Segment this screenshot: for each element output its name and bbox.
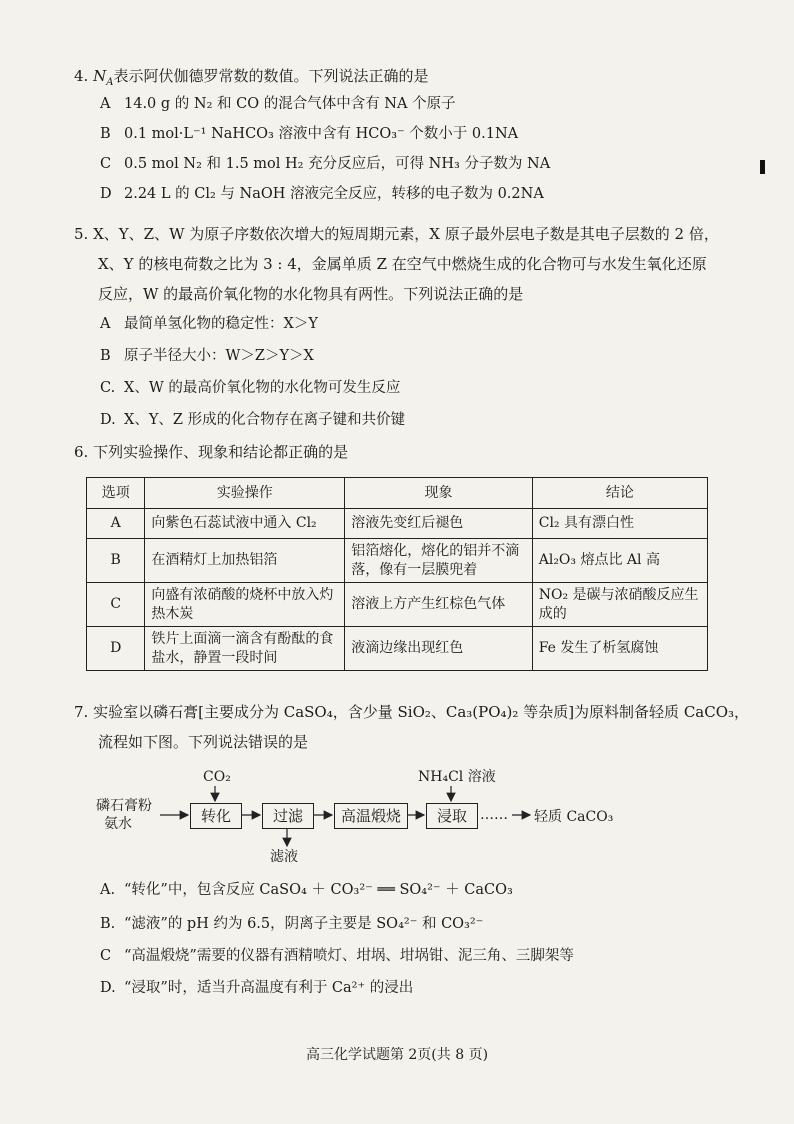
q5-option-a [100, 314, 760, 334]
stem-text: X、Y 的核电荷数之比为 3 : 4，金属单质 Z 在空气中燃烧生成的化合物可与水发生氧化还原 [98, 255, 707, 273]
option-text: 0.5 mol N₂ 和 1.5 mol H₂ 充分反应后，可得 NH₃ 分子数为 NA [124, 156, 551, 172]
q5-option-b [100, 346, 760, 366]
option-text: “高温煅烧”需要的仪器有酒精喷灯、坩埚、坩埚钳、泥三角、三脚架等 [124, 948, 574, 964]
option-letter: B. [100, 916, 116, 932]
flow-input-2: 氨水 [104, 816, 132, 832]
option-letter: C [100, 948, 112, 964]
q5-option-c [100, 378, 760, 398]
q4-option-b [100, 124, 760, 144]
table-cell: 在酒精灯上加热铝箔 [145, 539, 345, 583]
table-cell: 液滴边缘出现红色 [345, 627, 533, 671]
option-text: 0.1 mol·L⁻¹ NaHCO₃ 溶液中含有 HCO₃⁻ 个数小于 0.1NA [124, 126, 519, 142]
symbol-n: N [93, 67, 107, 85]
flow-dots: …… [480, 807, 508, 823]
option-text: “浸取”时，适当升高温度有利于 Ca²⁺ 的浸出 [124, 980, 414, 996]
table-cell: 铁片上面滴一滴含有酚酞的食盐水，静置一段时间 [145, 627, 345, 671]
option-letter: D. [100, 412, 116, 428]
option-letter: D [100, 186, 112, 202]
table-cell: C [87, 583, 145, 627]
stem-text: 实验室以磷石膏[主要成分为 CaSO₄，含少量 SiO₂、Ca₃(PO₄)₂ 等杂质]为原料制备轻质 CaCO₃， [93, 703, 750, 721]
question-5-stem-3 [98, 284, 778, 304]
option-text: 最简单氢化物的稳定性：X＞Y [124, 316, 318, 332]
table-header: 结论 [532, 478, 707, 509]
page-footer: 高三化学试题第 2页(共 8 页) [305, 1047, 489, 1063]
option-letter: C [100, 156, 112, 172]
option-text: 2.24 L 的 Cl₂ 与 NaOH 溶液完全反应，转移的电子数为 0.2NA [124, 186, 544, 202]
flow-input-1: 磷石膏粉 [96, 798, 152, 814]
flow-step-leaching: 浸取 [426, 803, 478, 829]
stem-text: 下列实验操作、现象和结论都正确的是 [93, 443, 349, 461]
q5-option-d [100, 410, 760, 430]
table-header: 现象 [345, 478, 533, 509]
option-letter: C. [100, 380, 116, 396]
q4-option-d [100, 184, 760, 204]
option-letter: D. [100, 980, 116, 996]
table-cell: 向盛有浓硝酸的烧杯中放入灼热木炭 [145, 583, 345, 627]
question-number: 6. [74, 443, 89, 461]
option-text: 原子半径大小：W＞Z＞Y＞X [124, 348, 314, 364]
table-cell: Cl₂ 具有漂白性 [532, 509, 707, 539]
q7-option-a [100, 880, 760, 900]
stem-text: 表示阿伏伽德罗常数的数值。下列说法正确的是 [113, 67, 429, 85]
table-row [87, 627, 708, 671]
table-row [87, 539, 708, 583]
table-cell: D [87, 627, 145, 671]
question-7-stem-1 [74, 702, 754, 722]
question-4-stem [74, 66, 754, 86]
table-cell: 溶液上方产生红棕色气体 [345, 583, 533, 627]
table-row [87, 509, 708, 539]
stem-text: X、Y、Z、W 为原子序数依次增大的短周期元素，X 原子最外层电子数是其电子层数的 2 倍， [93, 225, 719, 243]
option-text: “转化”中，包含反应 CaSO₄ ＋ CO₃²⁻ ══ SO₄²⁻ ＋ CaCO₃ [124, 882, 513, 898]
table-cell: 铝箔熔化，熔化的铝并不滴落，像有一层膜兜着 [345, 539, 533, 583]
q7-option-d [100, 978, 760, 998]
option-text: 14.0 g 的 N₂ 和 CO 的混合气体中含有 NA 个原子 [124, 96, 456, 112]
flow-filtrate-label: 滤液 [270, 849, 298, 865]
option-letter: B [100, 348, 111, 364]
option-letter: A [100, 96, 111, 112]
option-text: X、Y、Z 形成的化合物存在离子键和共价键 [124, 412, 406, 428]
q4-option-c [100, 154, 760, 174]
question-5-stem-1 [74, 224, 754, 244]
option-letter: B [100, 126, 111, 142]
table-header-row [87, 478, 708, 509]
q4-option-a [100, 94, 760, 114]
table-cell: 向紫色石蕊试液中通入 Cl₂ [145, 509, 345, 539]
flow-co2-label: CO₂ [203, 769, 231, 785]
table-cell: Al₂O₃ 熔点比 Al 高 [532, 539, 707, 583]
option-letter: A [100, 316, 111, 332]
table-cell: A [87, 509, 145, 539]
margin-mark [760, 160, 765, 174]
question-number: 7. [74, 703, 89, 721]
experiment-table [86, 477, 708, 671]
symbol-a: A [106, 77, 114, 88]
question-number: 5. [74, 225, 89, 243]
flow-nh4cl-label: NH₄Cl 溶液 [418, 769, 496, 785]
question-7-stem-2 [98, 732, 778, 752]
flow-step-calcination: 高温煅烧 [334, 803, 408, 829]
table-row [87, 583, 708, 627]
flow-product-label: 轻质 CaCO₃ [534, 809, 614, 825]
table-header: 实验操作 [145, 478, 345, 509]
option-text: X、W 的最高价氧化物的水化物可发生反应 [124, 380, 401, 396]
flow-step-conversion: 转化 [190, 803, 242, 829]
question-5-stem-2 [98, 254, 778, 274]
table-cell: 溶液先变红后褪色 [345, 509, 533, 539]
flow-step-filtration: 过滤 [262, 803, 314, 829]
stem-text: 流程如下图。下列说法错误的是 [98, 733, 309, 751]
option-letter: A. [100, 882, 116, 898]
q7-option-b [100, 914, 760, 934]
question-6-stem [74, 442, 754, 462]
question-number: 4. [74, 67, 89, 85]
table-cell: NO₂ 是碳与浓硝酸反应生成的 [532, 583, 707, 627]
table-header: 选项 [87, 478, 145, 509]
q7-option-c [100, 946, 760, 966]
table-cell: Fe 发生了析氢腐蚀 [532, 627, 707, 671]
stem-text: 反应，W 的最高价氧化物的水化物具有两性。下列说法正确的是 [98, 285, 524, 303]
table-cell: B [87, 539, 145, 583]
option-text: “滤液”的 pH 约为 6.5，阴离子主要是 SO₄²⁻ 和 CO₃²⁻ [124, 916, 484, 932]
